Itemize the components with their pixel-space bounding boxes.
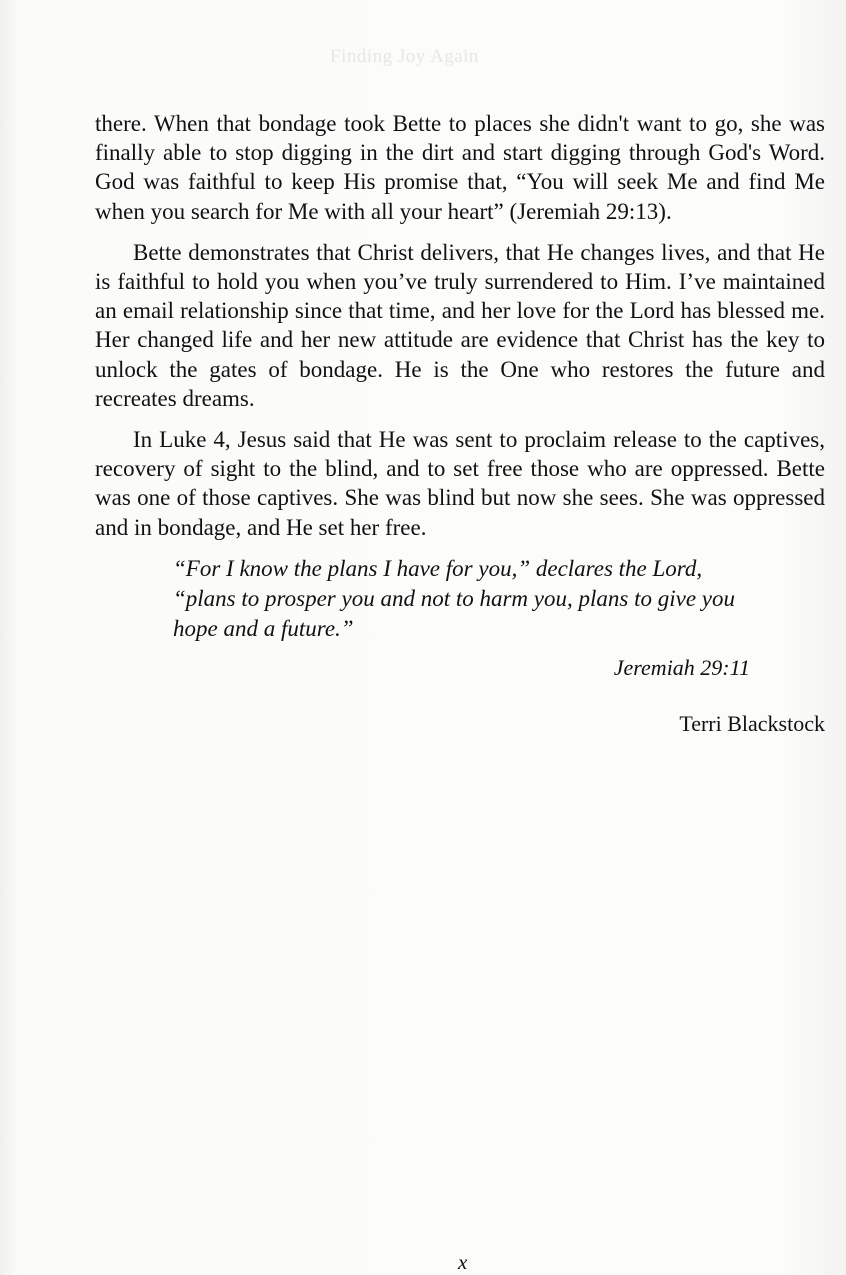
running-header: Finding Joy Again — [330, 46, 479, 67]
scripture-quote: “For I know the plans I have for you,” declares the Lord, “plans to prosper you and not to harm you, plans to give you hope and a future.” — [173, 555, 735, 641]
paragraph-2: Bette demonstrates that Christ delivers, that He changes lives, and that He is faithful to hold you when you’ve truly surrendered to Him. I’ve maintained an email relationship since that time, and her love for the Lord has blessed me. Her changed life and her new attitude are evidence that Christ has the key to unlock the gates of bondage. He is the One who restores the future and recreates dreams. — [95, 239, 825, 411]
scripture-citation: Jeremiah 29:11 — [613, 654, 750, 680]
paragraph-1: there. When that bondage took Bette to places she didn't want to go, she was finally able to stop digging in the dirt and start digging through God's Word. God was faithful to keep His promise that, “You will seek Me and find Me when you search for Me with all your heart” (Jeremiah 29:13). — [95, 111, 825, 224]
author-signature: Terri Blackstock — [679, 710, 825, 736]
paragraph-3: In Luke 4, Jesus said that He was sent to proclaim release to the captives, recovery of sight to the blind, and to set free those who are oppressed. Bette was one of those captives. She was blind but now she sees. She was oppressed and in bondage, and He set her free. — [95, 427, 825, 540]
page-number: x — [458, 1250, 468, 1274]
body-text — [95, 109, 825, 738]
